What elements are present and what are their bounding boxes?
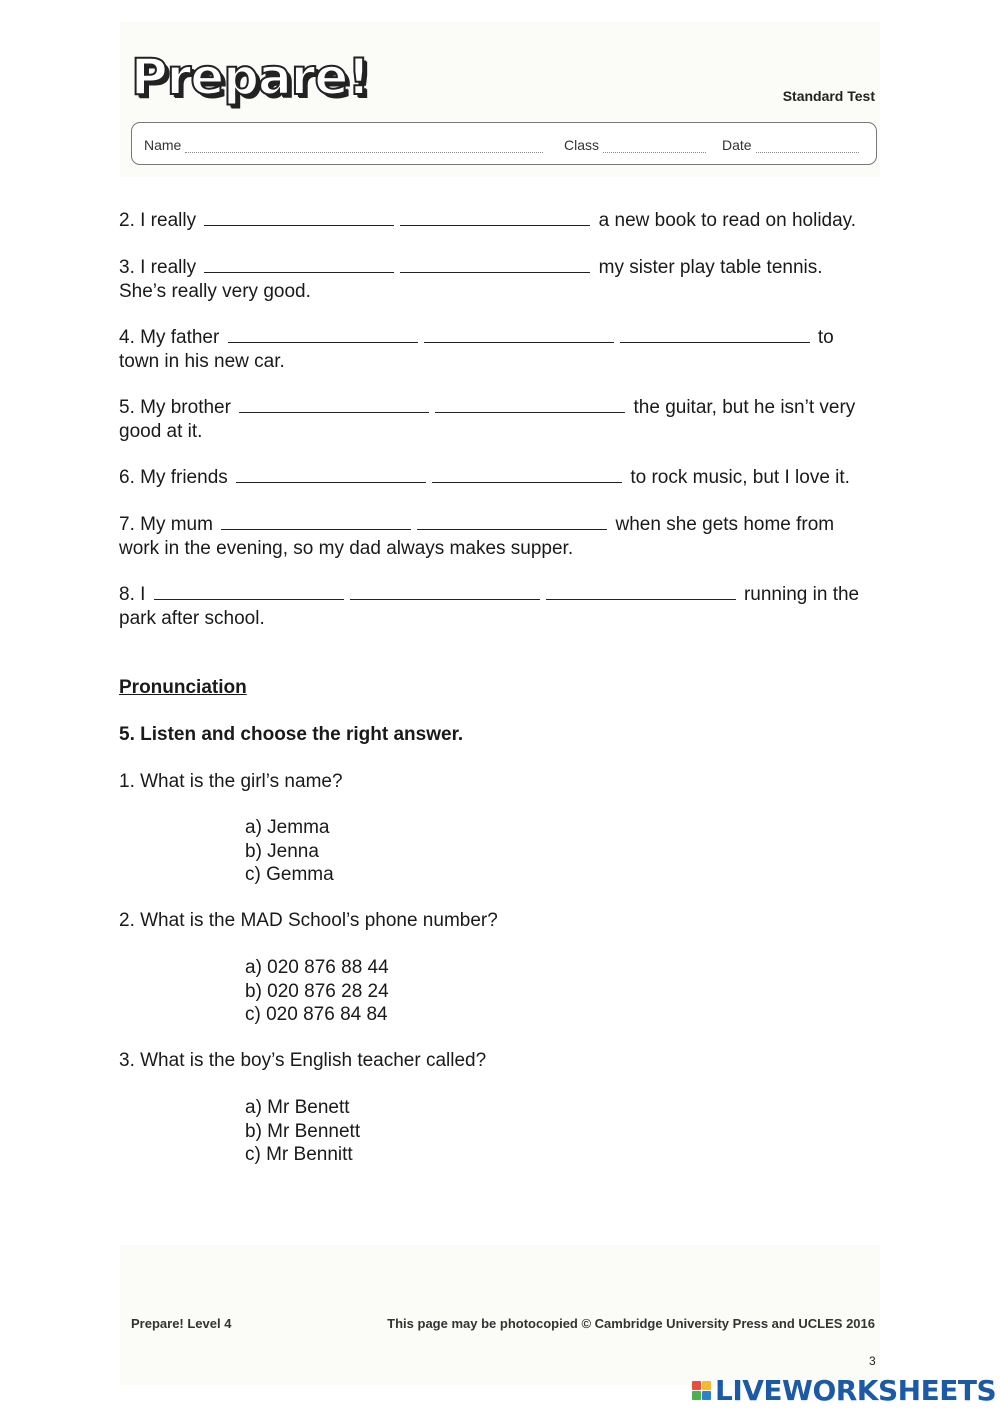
- answer-blank[interactable]: [350, 583, 540, 600]
- page-number: 3: [869, 1354, 876, 1368]
- prepare-logo: Prepare!: [131, 48, 370, 106]
- answer-blank[interactable]: [204, 209, 394, 226]
- task-heading: 5. Listen and choose the right answer.: [119, 724, 464, 745]
- exercise-item-7: [119, 513, 879, 560]
- item-suffix: to rock music, but I love it.: [630, 467, 850, 488]
- question-3-options: [245, 1096, 360, 1167]
- icon-square: [702, 1391, 711, 1400]
- question-1: 1. What is the girl’s name?: [119, 771, 343, 792]
- item-prefix: 2. I really: [119, 210, 197, 231]
- item-continuation: work in the evening, so my dad always makes supper.: [119, 537, 574, 559]
- exercise-item-3: [119, 256, 879, 303]
- item-continuation: She’s really very good.: [119, 280, 311, 302]
- name-line: [185, 141, 543, 153]
- question-2: 2. What is the MAD School’s phone number?: [119, 910, 498, 931]
- footer-band: [120, 1245, 880, 1385]
- answer-blank[interactable]: [417, 513, 607, 530]
- liveworksheets-logo[interactable]: [692, 1375, 996, 1405]
- answer-blank[interactable]: [546, 583, 736, 600]
- answer-blank[interactable]: [239, 396, 429, 413]
- answer-blank[interactable]: [400, 209, 590, 226]
- item-continuation: park after school.: [119, 607, 265, 629]
- class-label: Class: [564, 137, 600, 153]
- answer-blank[interactable]: [424, 326, 614, 343]
- date-label: Date: [722, 137, 752, 153]
- item-suffix: the guitar, but he isn’t very: [633, 397, 856, 418]
- item-suffix: my sister play table tennis.: [598, 257, 823, 278]
- item-suffix: to: [817, 327, 834, 348]
- answer-blank[interactable]: [435, 396, 625, 413]
- name-label: Name: [144, 137, 182, 153]
- item-prefix: 8. I: [119, 584, 146, 605]
- section-heading: Pronunciation: [119, 677, 247, 698]
- option-c[interactable]: c) Mr Bennitt: [245, 1144, 353, 1165]
- answer-blank[interactable]: [154, 583, 344, 600]
- icon-square: [692, 1381, 701, 1390]
- answer-blank[interactable]: [204, 256, 394, 273]
- exercise-item-5: [119, 396, 879, 443]
- liveworksheets-icon: [692, 1381, 711, 1400]
- option-a[interactable]: a) Jemma: [245, 817, 330, 838]
- standard-test-label: Standard Test: [782, 88, 875, 104]
- question-2-options: [245, 956, 389, 1027]
- answer-blank[interactable]: [236, 466, 426, 483]
- item-continuation: town in his new car.: [119, 350, 285, 372]
- option-c[interactable]: c) 020 876 84 84: [245, 1004, 388, 1025]
- item-prefix: 4. My father: [119, 327, 220, 348]
- footer-copyright: This page may be photocopied © Cambridge University Press and UCLES 2016: [387, 1316, 875, 1331]
- question-3: 3. What is the boy’s English teacher called?: [119, 1050, 487, 1071]
- footer-level: Prepare! Level 4: [131, 1316, 232, 1331]
- answer-blank[interactable]: [221, 513, 411, 530]
- item-suffix: a new book to read on holiday.: [598, 210, 857, 231]
- exercise-item-2: [119, 209, 879, 233]
- option-b[interactable]: b) 020 876 28 24: [245, 980, 389, 1002]
- answer-blank[interactable]: [400, 256, 590, 273]
- answer-blank[interactable]: [432, 466, 622, 483]
- icon-square: [692, 1391, 701, 1400]
- item-suffix: when she gets home from: [615, 514, 835, 535]
- exercise-item-6: [119, 466, 879, 490]
- date-line: [756, 141, 859, 153]
- option-b[interactable]: b) Jenna: [245, 840, 319, 862]
- option-b[interactable]: b) Mr Bennett: [245, 1120, 361, 1142]
- item-prefix: 6. My friends: [119, 467, 228, 488]
- item-prefix: 5. My brother: [119, 397, 231, 418]
- class-line: [603, 141, 706, 153]
- question-1-options: [245, 816, 334, 887]
- option-a[interactable]: a) Mr Benett: [245, 1097, 350, 1118]
- option-c[interactable]: c) Gemma: [245, 864, 334, 885]
- exercise-item-8: [119, 583, 879, 630]
- date-field[interactable]: [722, 137, 859, 153]
- exercise-item-4: [119, 326, 879, 373]
- liveworksheets-wordmark: LIVEWORKSHEETS: [715, 1373, 997, 1407]
- name-field[interactable]: [144, 137, 543, 153]
- answer-blank[interactable]: [228, 326, 418, 343]
- item-continuation: good at it.: [119, 420, 203, 442]
- class-field[interactable]: [564, 137, 706, 153]
- answer-blank[interactable]: [620, 326, 810, 343]
- item-prefix: 3. I really: [119, 257, 197, 278]
- option-a[interactable]: a) 020 876 88 44: [245, 957, 389, 978]
- item-suffix: running in the: [743, 584, 860, 605]
- icon-square: [702, 1381, 711, 1390]
- student-info-box: [131, 122, 877, 165]
- item-prefix: 7. My mum: [119, 514, 213, 535]
